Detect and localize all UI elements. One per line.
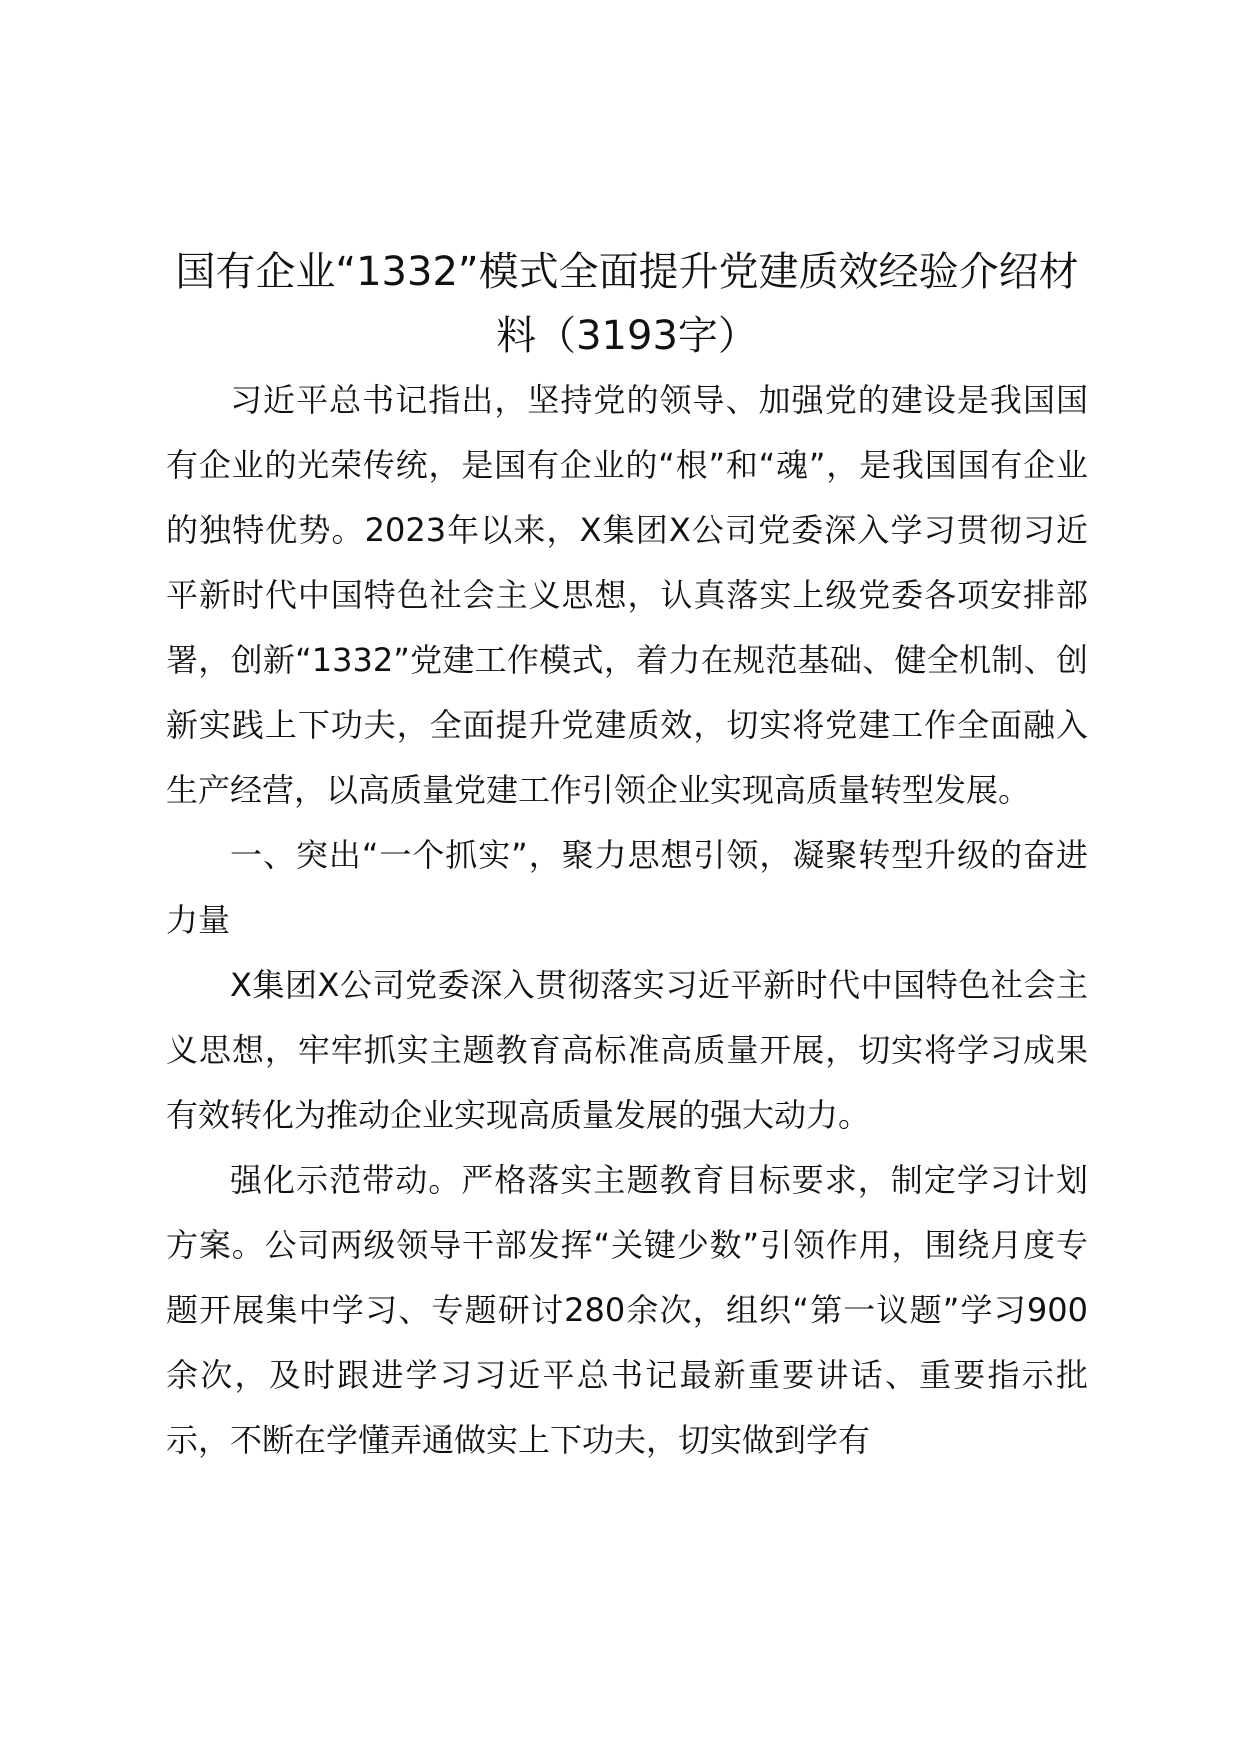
document-body — [166, 368, 1088, 1473]
document-page — [166, 0, 1088, 1754]
section-heading-1: 一、突出“一个抓实”，聚力思想引领，凝聚转型升级的奋进力量 — [166, 836, 1088, 939]
section-1-paragraph: X集团X公司党委深入贯彻落实习近平新时代中国特色社会主义思想，牢牢抓实主题教育高标准高质量开展，切实将学习成果有效转化为推动企业实现高质量发展的强大动力。 — [166, 966, 1088, 1134]
document-title: 国有企业“1332”模式全面提升党建质效经验介绍材料（3193字） — [175, 249, 1079, 359]
intro-paragraph: 习近平总书记指出，坚持党的领导、加强党的建设是我国国有企业的光荣传统，是国有企业的“根”和“魂”，是我国国有企业的独特优势。2023年以来，X集团X公司党委深入学习贯彻习近平新时代中国特色社会主义思想，认真落实上级党委各项安排部署，创新“1332”党建工作模式，着力在规范基础、健全机制、创新实践上下功夫，全面提升党建质效，切实将党建工作全面融入生产经营，以高质量党建工作引领企业实现高质量转型发展。 — [166, 381, 1088, 809]
section-1-subparagraph: 强化示范带动。严格落实主题教育目标要求，制定学习计划方案。公司两级领导干部发挥“关键少数”引领作用，围绕月度专题开展集中学习、专题研讨280余次，组织“第一议题”学习900余次，及时跟进学习习近平总书记最新重要讲话、重要指示批示，不断在学懂弄通做实上下功夫，切实做到学有 — [166, 1161, 1088, 1459]
